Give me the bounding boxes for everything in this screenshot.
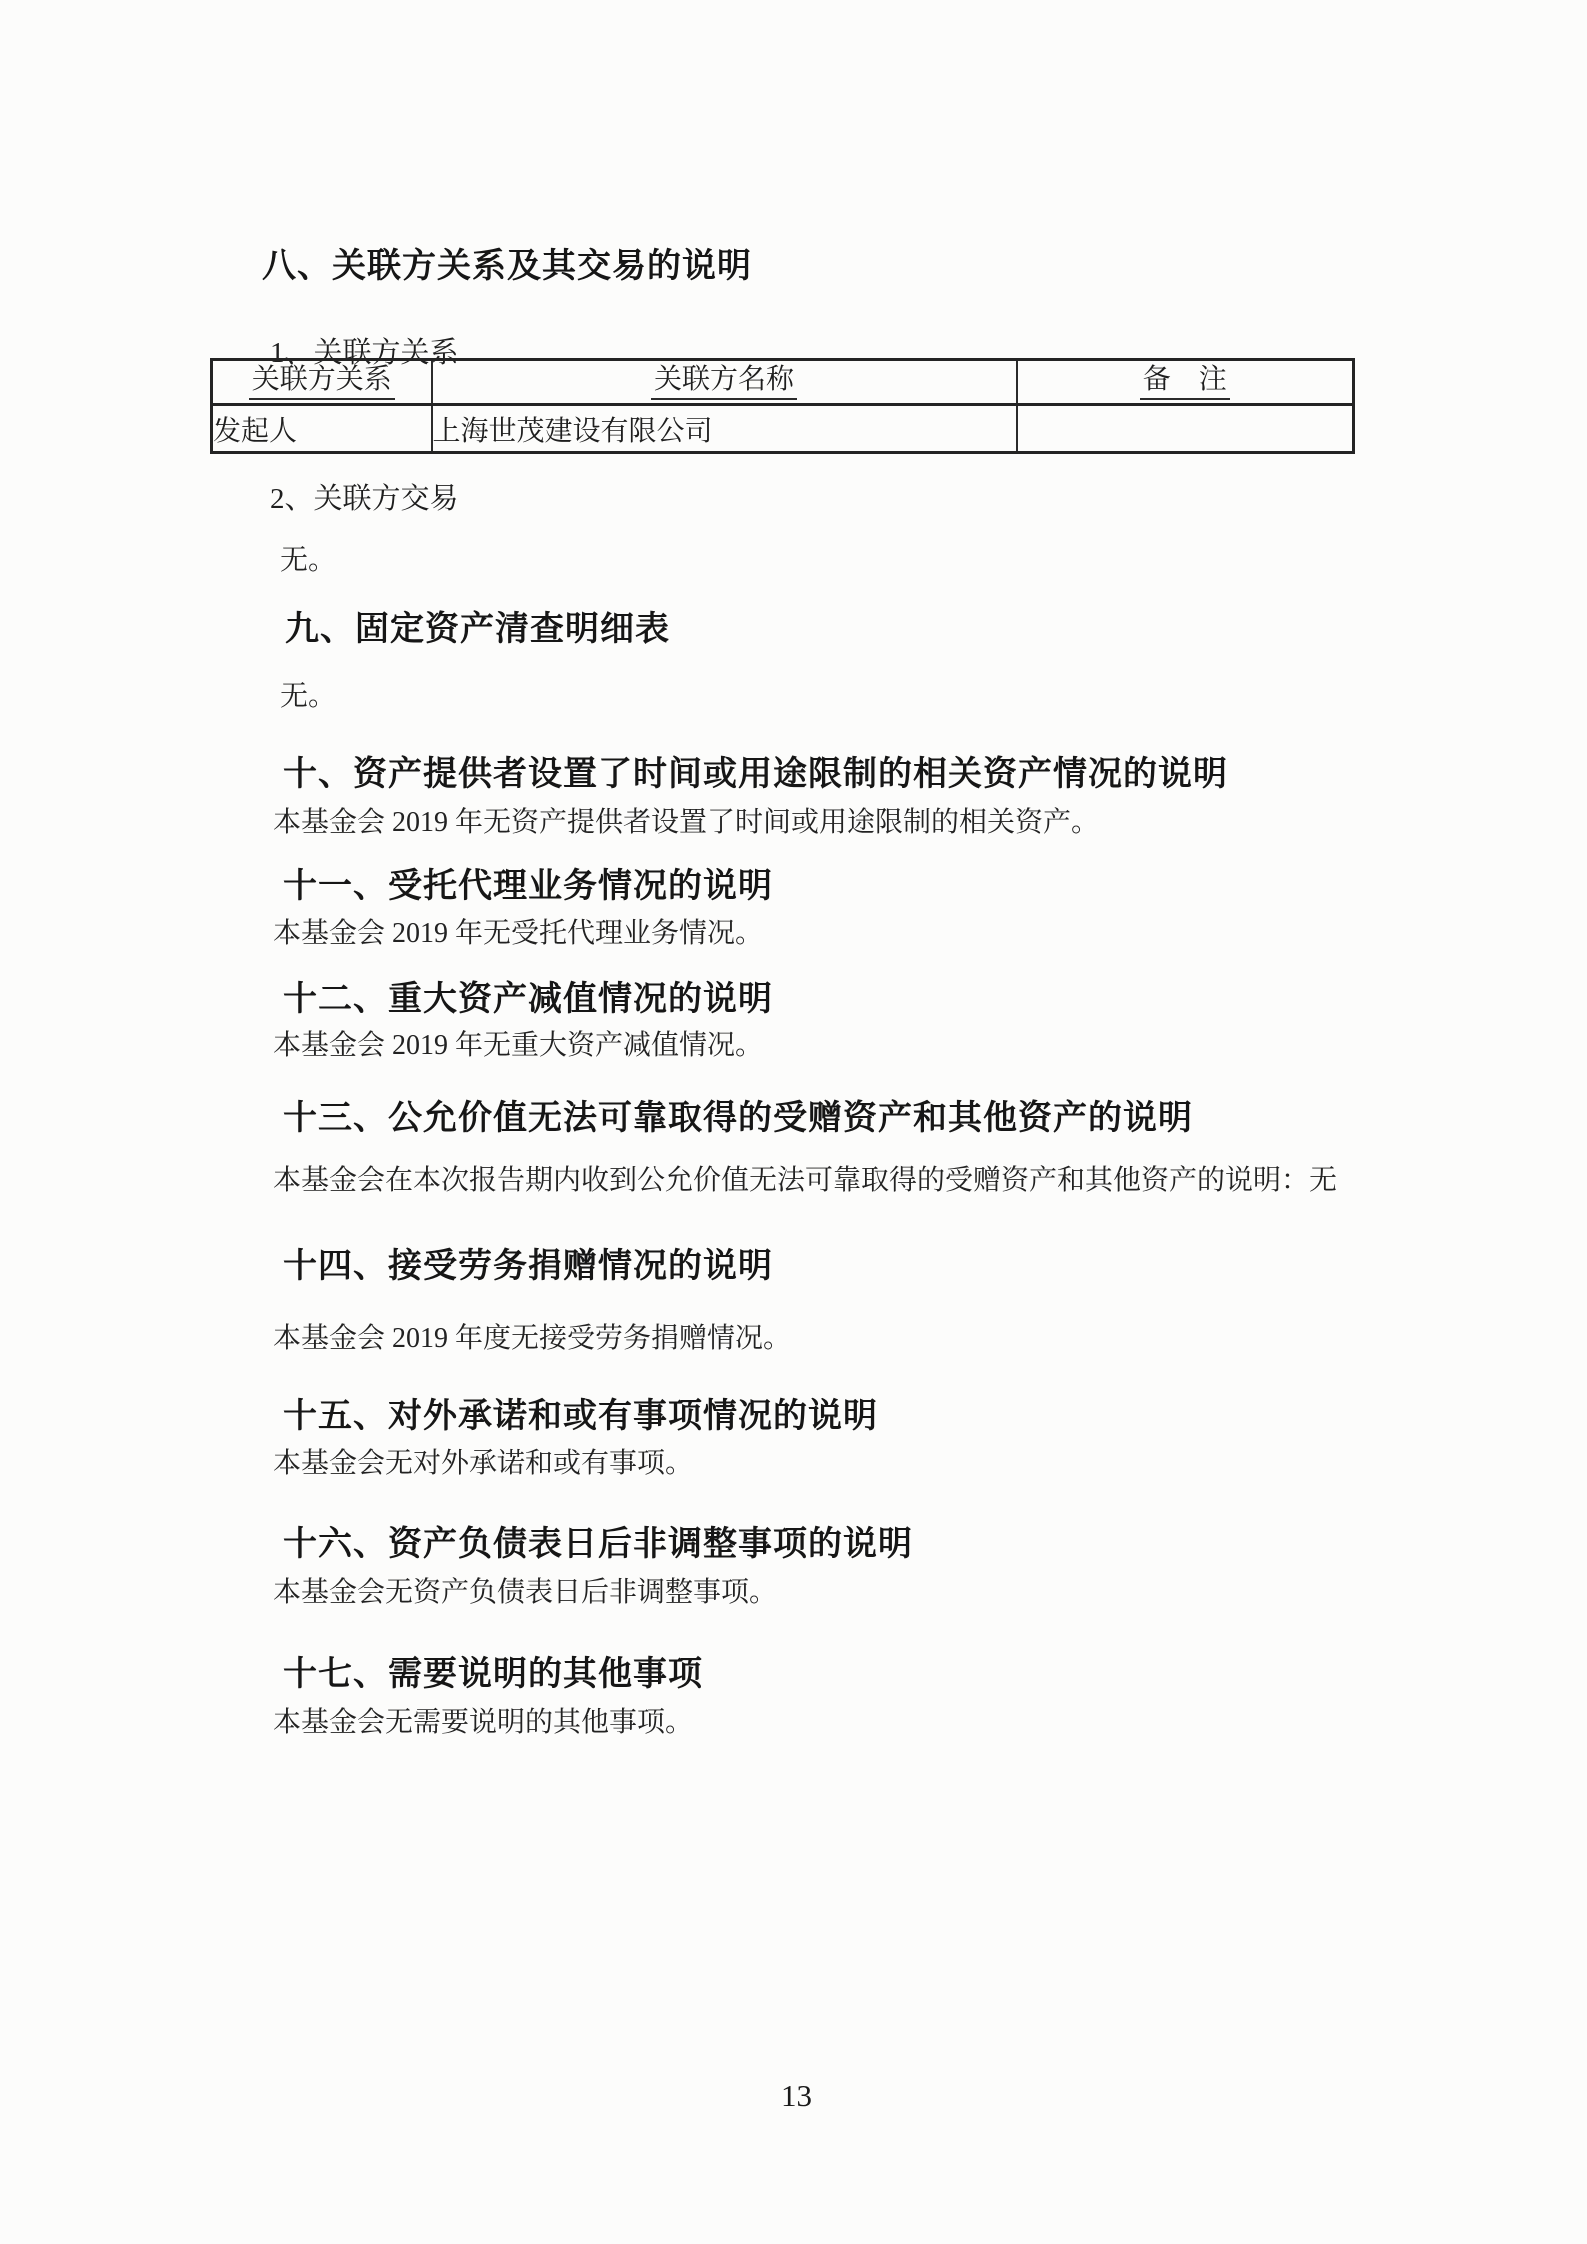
page-number: 13 (781, 2078, 812, 2113)
section-16-heading: 十六、资产负债表日后非调整事项的说明 (283, 1526, 913, 1563)
table-header-relationship (212, 360, 432, 405)
section-16-body: 本基金会无资产负债表日后非调整事项。 (273, 1577, 778, 1608)
section-9-heading: 九、固定资产清查明细表 (285, 611, 670, 648)
section-12-body: 本基金会 2019 年无重大资产减值情况。 (273, 1030, 764, 1061)
related-party-transaction-label: 2、关联方交易 (270, 483, 459, 515)
section-11-heading: 十一、受托代理业务情况的说明 (283, 868, 773, 905)
related-party-relationship-label: 1、关联方关系 (270, 337, 459, 369)
section-15-heading: 十五、对外承诺和或有事项情况的说明 (283, 1398, 878, 1435)
section-15-body: 本基金会无对外承诺和或有事项。 (273, 1448, 694, 1479)
section-13-heading: 十三、公允价值无法可靠取得的受赠资产和其他资产的说明 (283, 1100, 1193, 1137)
table-row (212, 405, 1354, 453)
section-12-heading: 十二、重大资产减值情况的说明 (283, 981, 773, 1018)
related-party-transaction-value: 无。 (280, 545, 337, 576)
section-8-heading: 八、关联方关系及其交易的说明 (262, 248, 752, 285)
table-header-note-label: 备 注 (1140, 365, 1230, 400)
section-14-heading: 十四、接受劳务捐赠情况的说明 (283, 1248, 773, 1285)
table-header-name-label: 关联方名称 (651, 365, 797, 400)
cell-note (1017, 405, 1354, 453)
table-header-note (1017, 360, 1354, 405)
section-14-body: 本基金会 2019 年度无接受劳务捐赠情况。 (273, 1323, 792, 1354)
section-13-body: 本基金会在本次报告期内收到公允价值无法可靠取得的受赠资产和其他资产的说明：无 (273, 1165, 1338, 1196)
section-10-body: 本基金会 2019 年无资产提供者设置了时间或用途限制的相关资产。 (273, 807, 1100, 838)
table-header-relationship-label: 关联方关系 (249, 365, 395, 400)
table-header-row (212, 360, 1354, 405)
cell-relationship: 发起人 (212, 405, 432, 453)
section-10-heading: 十、资产提供者设置了时间或用途限制的相关资产情况的说明 (283, 756, 1228, 793)
section-17-heading: 十七、需要说明的其他事项 (283, 1656, 703, 1693)
cell-name: 上海世茂建设有限公司 (432, 405, 1017, 453)
section-17-body: 本基金会无需要说明的其他事项。 (273, 1707, 694, 1738)
table-header-name (432, 360, 1017, 405)
related-party-table (210, 358, 1355, 454)
section-11-body: 本基金会 2019 年无受托代理业务情况。 (273, 918, 764, 949)
section-9-body: 无。 (280, 681, 337, 712)
